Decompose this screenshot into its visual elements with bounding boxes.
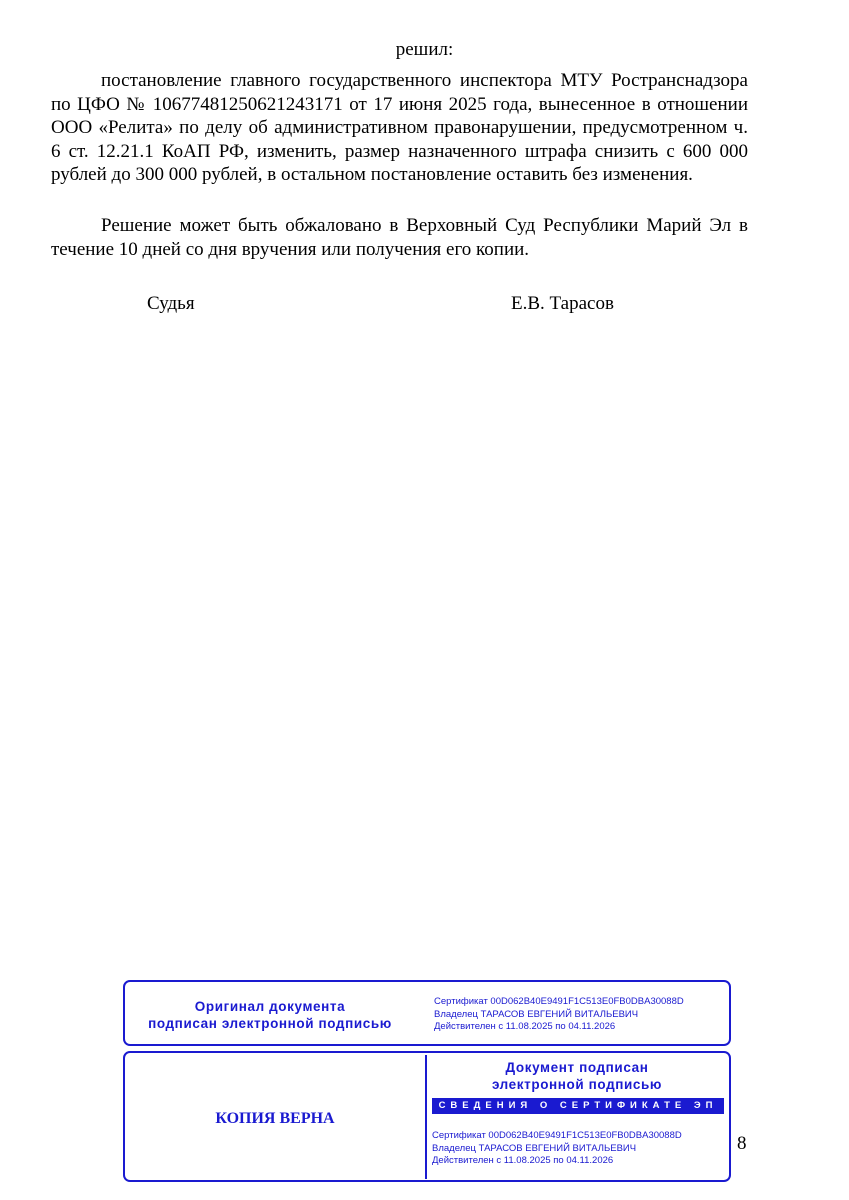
stamp-copy-cert-info	[432, 1130, 682, 1168]
copy-verified-label: КОПИЯ ВЕРНА	[215, 1110, 335, 1127]
decision-paragraph: постановление главного государственного инспектора МТУ Ространснадзора по ЦФО № 10677481250621243171 от 17 июня 2025 года, вынесенное в отношении ООО «Релита» по делу об административном правонарушении, предусмотренном ч. 6 ст. 12.21.1 КоАП РФ, изменить, размер назначенного штрафа снизить с 600 000 рублей до 300 000 рублей, в остальном постановление оставить без изменения.	[51, 70, 748, 185]
decision-heading: решил:	[395, 39, 454, 60]
certificate-number: Сертификат 00D062B40E9491F1C513E0FB0DBA30088D	[432, 1130, 682, 1141]
certificate-owner: Владелец ТАРАСОВ ЕВГЕНИЙ ВИТАЛЬЕВИЧ	[434, 1008, 639, 1020]
stamp-signed-title	[437, 1059, 717, 1093]
copy-signature-stamp	[123, 1051, 731, 1182]
certificate-info-bar: СВЕДЕНИЯ О СЕРТИФИКАТЕ ЭП	[432, 1098, 724, 1114]
certificate-validity: Действителен с 11.08.2025 по 04.11.2026	[434, 1021, 616, 1032]
stamp-original-title-line2: подписан электронной подписью	[148, 1016, 392, 1031]
page-number: 8	[737, 1133, 747, 1154]
signature-title: Судья	[147, 293, 195, 314]
stamp-signed-title-line1: Документ подписан	[505, 1060, 649, 1075]
stamp-signed-title-line2: электронной подписью	[491, 1077, 663, 1092]
stamp-original-title-line1: Оригинал документа	[194, 999, 346, 1014]
stamp-divider	[425, 1055, 427, 1179]
stamp-original-title	[135, 998, 405, 1032]
certificate-number: Сертификат 00D062B40E9491F1C513E0FB0DBA30088D	[434, 996, 684, 1007]
stamp-original-cert-info	[434, 996, 684, 1034]
certificate-validity: Действителен с 11.08.2025 по 04.11.2026	[432, 1155, 614, 1166]
appeal-paragraph: Решение может быть обжаловано в Верховный Суд Республики Марий Эл в течение 10 дней со дня вручения или получения его копии.	[51, 215, 748, 260]
certificate-owner: Владелец ТАРАСОВ ЕВГЕНИЙ ВИТАЛЬЕВИЧ	[432, 1142, 637, 1154]
signature-name: Е.В. Тарасов	[511, 293, 614, 314]
original-signature-stamp	[123, 980, 731, 1046]
